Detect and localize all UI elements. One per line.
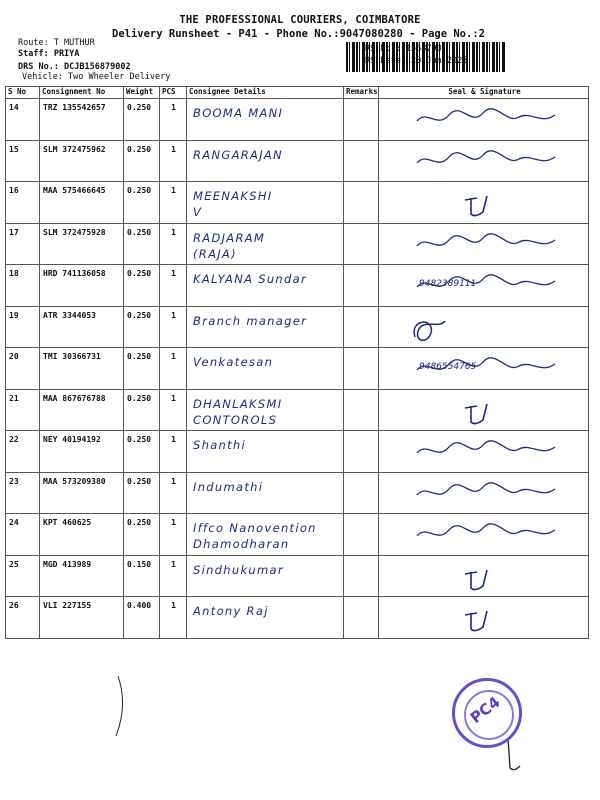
cell-text: 1 [171, 144, 176, 154]
sno-cell [6, 140, 40, 182]
consignee-cell [187, 99, 344, 141]
cell-text: (RAJA) [193, 246, 237, 261]
cell-text: 14 [9, 103, 19, 112]
cell-text: 18 [9, 269, 19, 278]
weight-cell [124, 431, 160, 473]
table-header-row [6, 87, 589, 99]
signature-mark [379, 348, 588, 388]
runsheet-title: Delivery Runsheet - P41 - Phone No.:9047080280 - Page No.:2 [112, 28, 485, 40]
cell-text: 19 [9, 310, 19, 320]
consignee-cell [187, 431, 344, 473]
cell-text: MAA 575466645 [43, 186, 106, 195]
table-row [6, 514, 589, 556]
cell-text: 1 [171, 269, 176, 278]
remarks-cell [344, 514, 379, 556]
signature-box [379, 182, 588, 222]
table-row [6, 431, 589, 473]
signature-cell [379, 472, 589, 514]
pcs-cell [160, 389, 187, 431]
remarks-cell [344, 182, 379, 224]
col-remarks: Remarks [344, 87, 379, 99]
cell-text: 21 [9, 393, 19, 403]
cell-text: 1 [171, 227, 176, 237]
consignment-cell [40, 182, 124, 224]
cell-text: 1 [171, 518, 176, 527]
cell-text: SLM 372475928 [43, 227, 106, 237]
signature-mark [379, 182, 588, 222]
signature-cell [379, 555, 589, 597]
company-title: THE PROFESSIONAL COURIERS, COIMBATORE [179, 14, 421, 26]
cell-text: V [193, 205, 203, 219]
cell-text: NEY 40194192 [43, 435, 101, 444]
cell-text: 1 [171, 435, 176, 444]
pcs-cell [160, 472, 187, 514]
cell-text: MEENAKSHI [193, 189, 273, 203]
signature-cell [379, 99, 589, 141]
sno-cell [6, 431, 40, 473]
table-row [6, 472, 589, 514]
cell-text: 17 [9, 227, 19, 237]
signature-box [379, 265, 588, 305]
signature-mark [379, 141, 588, 181]
weight-cell [124, 265, 160, 307]
col-consignee: Consignee Details [187, 87, 344, 99]
cell-text: 15 [9, 144, 19, 154]
col-consignment: Consignment No [40, 87, 124, 99]
signature-mark [379, 431, 588, 471]
weight-cell [124, 389, 160, 431]
consignment-cell [40, 265, 124, 307]
stamp-text: PC4 [466, 692, 504, 728]
signature-cell [379, 597, 589, 639]
consignee-handwriting [187, 348, 343, 370]
signature-mark [379, 307, 588, 347]
weight-cell [124, 514, 160, 556]
consignment-cell [40, 555, 124, 597]
signature-mark [379, 556, 588, 596]
pcs-cell [160, 182, 187, 224]
signature-box [379, 514, 588, 554]
consignment-cell [40, 514, 124, 556]
consignee-handwriting [187, 99, 343, 121]
signature-cell [379, 514, 589, 556]
pcs-cell [160, 597, 187, 639]
signature-box [379, 597, 588, 637]
consignee-cell [187, 597, 344, 639]
cell-text: Branch manager [193, 313, 308, 328]
weight-cell [124, 472, 160, 514]
cell-text: SLM 372475962 [43, 144, 106, 154]
weight-cell [124, 182, 160, 224]
signature-note: 9486554765 [419, 362, 477, 372]
weight-cell [124, 306, 160, 348]
pcs-cell [160, 348, 187, 390]
cell-text: Shanthi [193, 438, 247, 452]
cell-text: 1 [171, 310, 176, 320]
consignee-handwriting [187, 182, 343, 220]
consignee-handwriting [187, 224, 343, 262]
col-signature: Seal & Signature [379, 87, 589, 99]
signature-box [379, 556, 588, 596]
remarks-cell [344, 140, 379, 182]
remarks-cell [344, 348, 379, 390]
cell-text: 0.250 [127, 269, 152, 278]
consignment-cell [40, 223, 124, 265]
weight-cell [124, 99, 160, 141]
consignment-cell [40, 597, 124, 639]
signature-note: 9482389111 [419, 279, 477, 289]
weight-cell [124, 348, 160, 390]
cell-text: 1 [171, 601, 176, 610]
signature-mark [379, 390, 588, 430]
sno-cell [6, 223, 40, 265]
consignee-cell [187, 306, 344, 348]
cell-text: KPT 460625 [43, 518, 92, 527]
pen-tick [508, 738, 520, 770]
consignee-cell [187, 182, 344, 224]
consignee-handwriting [187, 390, 343, 428]
table-row [6, 348, 589, 390]
sno-cell [6, 99, 40, 141]
cell-text: HRD 741136058 [43, 269, 106, 278]
consignee-cell [187, 389, 344, 431]
rs-number: RS No.: 1568790 [365, 44, 442, 54]
signature-mark [379, 265, 588, 305]
runsheet-table [5, 86, 589, 639]
table-row [6, 597, 589, 639]
cell-text: 1 [171, 476, 176, 486]
cell-text: TRZ 135542657 [43, 103, 106, 112]
signature-cell [379, 182, 589, 224]
consignee-cell [187, 514, 344, 556]
signature-cell [379, 140, 589, 182]
cell-text: 26 [9, 601, 19, 610]
signature-cell [379, 431, 589, 473]
cell-text: 0.250 [127, 227, 152, 237]
consignee-handwriting [187, 265, 343, 287]
consignment-cell [40, 348, 124, 390]
signature-cell [379, 348, 589, 390]
signature-mark [379, 473, 588, 513]
cell-text: ATR 3344053 [43, 310, 96, 320]
signature-box [379, 141, 588, 181]
signature-mark [379, 224, 588, 264]
cell-text: CONTOROLS [193, 412, 278, 427]
remarks-cell [344, 555, 379, 597]
consignee-cell [187, 348, 344, 390]
consignee-cell [187, 223, 344, 265]
cell-text: DHANLAKSMI [193, 396, 283, 411]
signature-mark [379, 514, 588, 554]
signature-box [379, 390, 588, 430]
cell-text: 1 [171, 352, 176, 361]
consignee-handwriting [187, 473, 343, 495]
consignee-handwriting [187, 514, 343, 552]
sno-cell [6, 306, 40, 348]
consignee-cell [187, 472, 344, 514]
consignment-cell [40, 140, 124, 182]
consignment-cell [40, 99, 124, 141]
cell-text: 1 [171, 186, 176, 195]
cell-text: 0.250 [127, 352, 152, 361]
consignment-cell [40, 472, 124, 514]
remarks-cell [344, 223, 379, 265]
weight-cell [124, 223, 160, 265]
weight-cell [124, 140, 160, 182]
cell-text: 1 [171, 559, 176, 569]
cell-text: 0.250 [127, 393, 152, 403]
signature-box [379, 431, 588, 471]
table-row [6, 140, 589, 182]
pcs-cell [160, 555, 187, 597]
cell-text: 0.400 [127, 601, 152, 610]
remarks-cell [344, 472, 379, 514]
cell-text: 0.250 [127, 310, 152, 320]
cell-text: Sindhukumar [193, 562, 284, 577]
cell-text: Venkatesan [193, 355, 274, 369]
cell-text: 16 [9, 186, 19, 195]
consignee-cell [187, 140, 344, 182]
cell-text: 23 [9, 476, 19, 486]
cell-text: RANGARAJAN [193, 147, 283, 162]
signature-cell [379, 389, 589, 431]
table-row [6, 306, 589, 348]
sno-cell [6, 555, 40, 597]
pcs-cell [160, 223, 187, 265]
cell-text: 22 [9, 435, 19, 444]
cell-text: 20 [9, 352, 19, 361]
consignee-handwriting [187, 307, 343, 329]
remarks-cell [344, 597, 379, 639]
cell-text: MAA 573209380 [43, 476, 106, 486]
table-row [6, 182, 589, 224]
pcs-cell [160, 265, 187, 307]
consignee-handwriting [187, 556, 343, 578]
pen-mark [116, 676, 123, 736]
cell-text: 25 [9, 559, 19, 569]
sno-cell [6, 182, 40, 224]
pcs-cell [160, 431, 187, 473]
pcs-cell [160, 99, 187, 141]
remarks-cell [344, 99, 379, 141]
cell-text: MGD 413989 [43, 559, 92, 569]
sno-cell [6, 389, 40, 431]
remarks-cell [344, 389, 379, 431]
cell-text: RADJARAM [193, 230, 266, 245]
col-weight: Weight [124, 87, 160, 99]
cell-text: 1 [171, 103, 176, 112]
cell-text: 0.250 [127, 103, 152, 112]
table-row [6, 99, 589, 141]
staff-label: Staff: PRIYA [18, 49, 80, 59]
consignee-handwriting [187, 141, 343, 163]
table-row [6, 389, 589, 431]
consignee-cell [187, 555, 344, 597]
cell-text: 0.250 [127, 435, 152, 444]
drs-number: DRS No.: DCJB156879002 [18, 62, 131, 72]
consignment-cell [40, 389, 124, 431]
consignee-handwriting [187, 597, 343, 619]
col-pcs: PCS [160, 87, 187, 99]
weight-cell [124, 597, 160, 639]
sno-cell [6, 472, 40, 514]
remarks-cell [344, 306, 379, 348]
signature-cell [379, 306, 589, 348]
signature-mark [379, 597, 588, 637]
consignment-cell [40, 306, 124, 348]
signature-box [379, 99, 588, 139]
rs-date: RS Date: 20-Jun-2025 [365, 56, 468, 66]
table-row [6, 265, 589, 307]
table-row [6, 555, 589, 597]
sno-cell [6, 514, 40, 556]
cell-text: 0.250 [127, 144, 152, 154]
signature-mark [379, 99, 588, 139]
consignment-cell [40, 431, 124, 473]
remarks-cell [344, 431, 379, 473]
signature-box [379, 348, 588, 388]
consignee-handwriting [187, 431, 343, 453]
consignee-cell [187, 265, 344, 307]
cell-text: Antony Raj [193, 604, 269, 618]
cell-text: BOOMA MANI [193, 106, 284, 120]
table-row [6, 223, 589, 265]
cell-text: 1 [171, 393, 176, 403]
cell-text: TMI 30366731 [43, 352, 101, 361]
sno-cell [6, 597, 40, 639]
signature-cell [379, 265, 589, 307]
pcs-cell [160, 306, 187, 348]
cell-text: 24 [9, 518, 19, 527]
col-sno: S No [6, 87, 40, 99]
pcs-cell [160, 514, 187, 556]
vehicle-label: Vehicle: Two Wheeler Delivery [22, 72, 171, 82]
weight-cell [124, 555, 160, 597]
cell-text: 0.250 [127, 518, 152, 527]
table-body [6, 99, 589, 639]
pcs-cell [160, 140, 187, 182]
cell-text: VLI 227155 [43, 601, 92, 610]
remarks-cell [344, 265, 379, 307]
cell-text: KALYANA Sundar [193, 272, 307, 286]
cell-text: 0.250 [127, 476, 152, 486]
signature-box [379, 224, 588, 264]
cell-text: Dhamodharan [193, 537, 290, 551]
route-label: Route: T MUTHUR [18, 38, 95, 48]
cell-text: MAA 867676788 [43, 393, 106, 403]
cell-text: 0.150 [127, 559, 152, 569]
signature-box [379, 473, 588, 513]
cell-text: Iffco Nanovention [193, 521, 317, 535]
sno-cell [6, 348, 40, 390]
cell-text: 0.250 [127, 186, 152, 195]
cell-text: Indumathi [193, 479, 264, 494]
office-stamp [452, 678, 522, 748]
signature-cell [379, 223, 589, 265]
signature-box [379, 307, 588, 347]
sno-cell [6, 265, 40, 307]
